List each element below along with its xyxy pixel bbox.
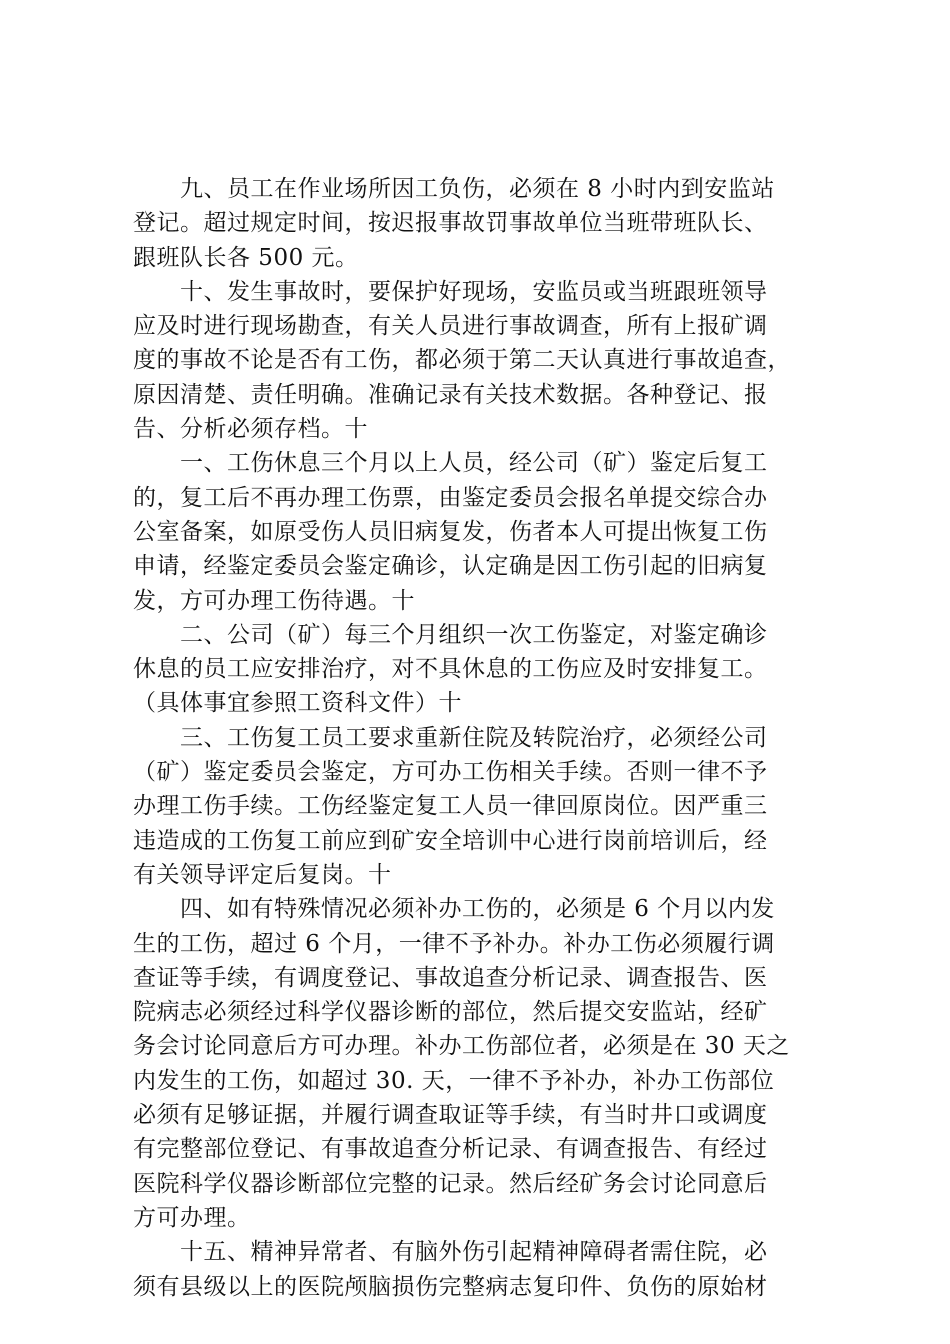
text-line: 有关领导评定后复岗。十 — [133, 861, 392, 888]
text-line: 医院科学仪器诊断部位完整的记录。然后经矿务会讨论同意后 — [133, 1170, 768, 1197]
text-line: 跟班队长各 500 元。 — [133, 244, 359, 271]
text-line: 度的事故不论是否有工伤，都必须于第二天认真进行事故追查， — [133, 347, 791, 374]
text-line: 须有县级以上的医院颅脑损伤完整病志复印件、负伤的原始材 — [133, 1273, 768, 1300]
text-line: 告、分析必须存档。十 — [133, 416, 368, 443]
text-line: 休息的员工应安排治疗，对不具休息的工伤应及时安排复工。 — [133, 656, 768, 683]
text-line: 十、发生事故时，要保护好现场，安监员或当班跟班领导 — [133, 278, 768, 305]
text-line: 四、如有特殊情况必须补办工伤的，必须是 6 个月以内发 — [133, 896, 775, 923]
text-line: 应及时进行现场勘查，有关人员进行事故调查，所有上报矿调 — [133, 313, 768, 340]
text-line: 必须有足够证据，并履行调查取证等手续，有当时井口或调度 — [133, 1102, 768, 1129]
text-line: 九、员工在作业场所因工负伤，必须在 8 小时内到安监站 — [133, 176, 775, 202]
text-line: 公室备案，如原受伤人员旧病复发，伤者本人可提出恢复工伤 — [133, 518, 768, 545]
text-line: 院病志必须经过科学仪器诊断的部位，然后提交安监站，经矿 — [133, 999, 768, 1026]
text-line: （矿）鉴定委员会鉴定，方可办工伤相关手续。否则一律不予 — [133, 759, 768, 786]
text-line: 内发生的工伤，如超过 30. 天，一律不予补办，补办工伤部位 — [133, 1067, 775, 1094]
text-line: 查证等手续，有调度登记、事故追查分析记录、调查报告、医 — [133, 964, 768, 991]
text-line: 办理工伤手续。工伤经鉴定复工人员一律回原岗位。因严重三 — [133, 793, 768, 820]
text-line: 违造成的工伤复工前应到矿安全培训中心进行岗前培训后，经 — [133, 827, 768, 854]
text-line: （具体事宜参照工资科文件）十 — [133, 690, 462, 717]
text-line: 生的工伤，超过 6 个月，一律不予补办。补办工伤必须履行调 — [133, 930, 775, 957]
document-body — [133, 172, 828, 1304]
text-line: 一、工伤休息三个月以上人员，经公司（矿）鉴定后复工 — [133, 450, 768, 477]
text-line: 申请，经鉴定委员会鉴定确诊，认定确是因工伤引起的旧病复 — [133, 553, 768, 580]
text-line: 的，复工后不再办理工伤票，由鉴定委员会报名单提交综合办 — [133, 484, 768, 511]
text-line: 登记。超过规定时间，按迟报事故罚事故单位当班带班队长、 — [133, 210, 768, 237]
text-line: 发，方可办理工伤待遇。十 — [133, 587, 415, 614]
text-line: 方可办理。 — [133, 1204, 251, 1231]
text-line: 务会讨论同意后方可办理。补办工伤部位者，必须是在 30 天之 — [133, 1033, 790, 1060]
text-line: 十五、精神异常者、有脑外伤引起精神障碍者需住院，必 — [133, 1239, 768, 1266]
text-line: 三、工伤复工员工要求重新住院及转院治疗，必须经公司 — [133, 724, 768, 751]
text-line: 有完整部位登记、有事故追查分析记录、有调查报告、有经过 — [133, 1136, 768, 1163]
text-line: 原因清楚、责任明确。准确记录有关技术数据。各种登记、报 — [133, 381, 768, 408]
text-line: 二、公司（矿）每三个月组织一次工伤鉴定，对鉴定确诊 — [133, 621, 768, 648]
